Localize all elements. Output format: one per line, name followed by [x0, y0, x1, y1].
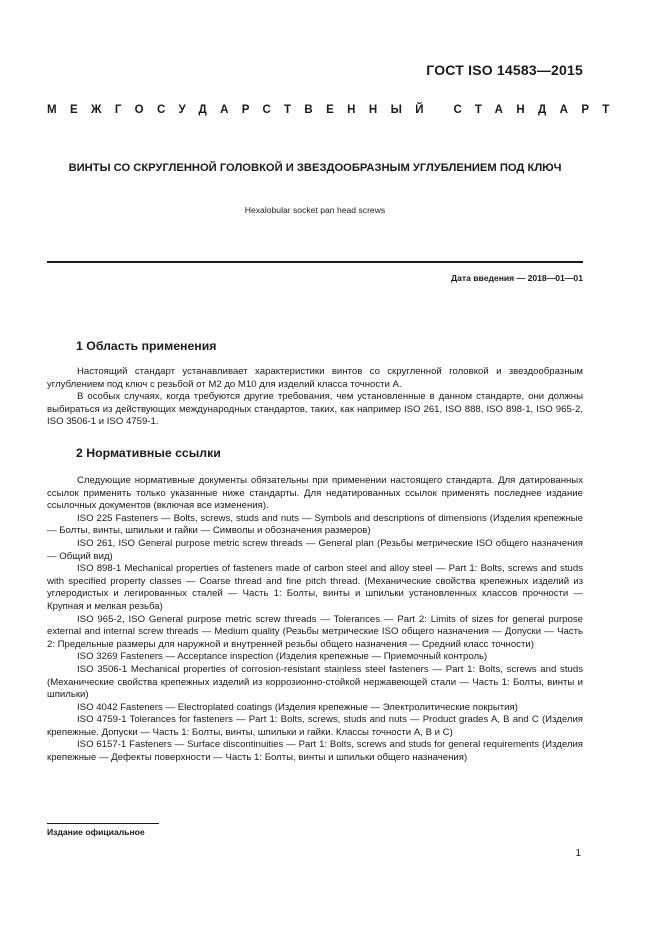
reference-item: ISO 4042 Fasteners — Electroplated coatings (Изделия крепежные — Электролитические покрытия)	[77, 701, 518, 713]
reference-item: ISO 225 Fasteners — Bolts, screws, studs and nuts — Symbols and descriptions of dimensions (Изделия крепежные — Болты, винты, шпильки и гайки — Символы и обозначения размеров)	[47, 512, 583, 537]
reference-item: ISO 6157-1 Fasteners — Surface discontinuities — Part 1: Bolts, screws and studs for general requirements (Изделия крепежные — Дефекты поверхности — Часть 1: Болты, винты и шпильки общего назначения)	[47, 739, 583, 764]
reference-item: ISO 965-2, ISO General purpose metric screw threads — Tolerances — Part 2: Limits of sizes for general purpose external and internal screw threads — Medium quality (Резьбы метрические ISO общего назначения — Допуски — Часть 2: Предельные размеры для наружной и внутренней резьбы общего назначения — Средний класс точности)	[47, 613, 583, 650]
reference-item: ISO 898-1 Mechanical properties of fasteners made of carbon steel and alloy steel — Part 1: Bolts, screws and studs with specified property classes — Coarse thread and fine pitch thread. (Механические свойства крепежных изделий из углеродистых и легированных сталей — Часть 1: Болты, винты и шпильки установленных классов прочности — Крупная и мелкая резьба)	[47, 563, 583, 612]
interstate-standard-label: МЕЖГОСУДАРСТВЕННЫЙ СТАНДАРТ	[47, 104, 623, 116]
section-body-normative-references	[47, 475, 583, 765]
reference-item: ISO 3506-1 Mechanical properties of corrosion-resistant stainless steel fasteners — Part 1: Bolts, screws and studs (Механические свойства крепежных изделий из коррозионно-стойкой нержавеющей стали — Часть 1: Болты, винты и шпильки)	[47, 663, 583, 701]
paragraph: В особых случаях, когда требуются другие требования, чем установленные в данном стандарте, они должны выбираться из действующих международных стандартов, таких, как например ISO 261, ISO 888, ISO 898-1, ISO 965-2, ISO 3506-1 и ISO 4759-1.	[47, 391, 583, 428]
standard-id: ГОСТ ISO 14583—2015	[426, 62, 583, 78]
section-heading-scope: 1 Область применения	[76, 339, 217, 353]
document-subtitle: Hexalobular socket pan head screws	[244, 205, 386, 215]
reference-item: ISO 3269 Fasteners — Acceptance inspection (Изделия крепежные — Приемочный контроль)	[77, 651, 488, 663]
section-body-scope	[47, 366, 583, 429]
intro-date: Дата введения — 2018—01—01	[450, 273, 583, 283]
reference-item: ISO 4759-1 Tolerances for fasteners — Part 1: Bolts, screws, studs and nuts — Product grades A, B and C (Изделия крепежные. Допуски — Часть 1: Болты, винты, шпильки и гайки. Классы точности А, В и С)	[47, 714, 583, 738]
page-number: 1	[575, 848, 581, 859]
edition-note: Издание официальное	[47, 827, 145, 837]
reference-item: ISO 261, ISO General purpose metric screw threads — General plan (Резьбы метрические ISO общего назначения — Общий вид)	[47, 537, 583, 562]
footer-divider	[47, 823, 159, 824]
document-title: ВИНТЫ СО СКРУГЛЕННОЙ ГОЛОВКОЙ И ЗВЕЗДООБРАЗНЫМ УГЛУБЛЕНИЕМ ПОД КЛЮЧ	[68, 162, 562, 174]
paragraph: Настоящий стандарт устанавливает характеристики винтов со скругленной головкой и звездообразным углублением под ключ с резьбой от М2 до М10 для изделий класса точности А.	[47, 366, 583, 390]
header-divider	[47, 261, 583, 263]
paragraph: Следующие нормативные документы обязательны при применении настоящего стандарта. Для датированных ссылок применять только указанные ниже стандарты. Для недатированных ссылок применять последнее издание ссылочных документов (включая все изменения).	[47, 475, 583, 512]
section-heading-normative-references: 2 Нормативные ссылки	[76, 446, 221, 460]
